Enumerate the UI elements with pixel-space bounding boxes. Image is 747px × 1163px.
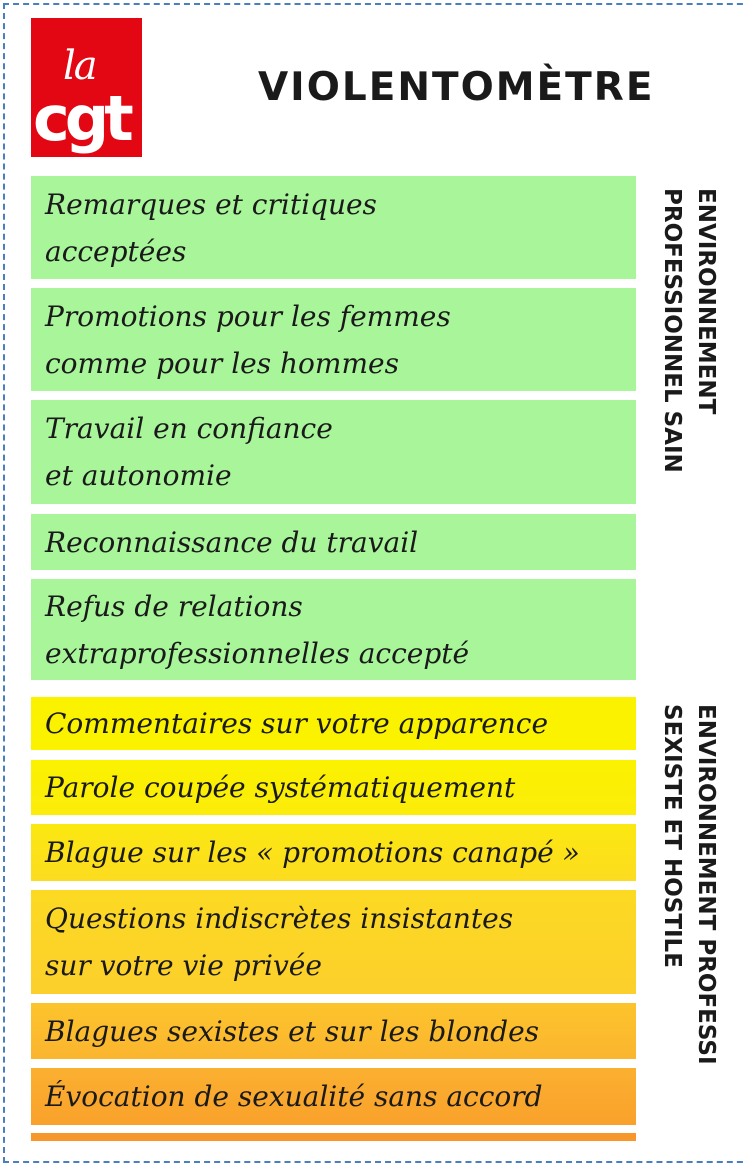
- item-promotions: Promotions pour les femmes comme pour les hommes: [31, 288, 636, 391]
- logo-cgt-text: cgt: [33, 82, 129, 155]
- item-commentaires-apparence: Commentaires sur votre apparence: [31, 697, 636, 750]
- item-questions-indiscretes: Questions indiscrètes insistantes sur votre vie privée: [31, 890, 636, 994]
- item-remarques: Remarques et critiques acceptées: [31, 176, 636, 279]
- item-refus-relations: Refus de relations extraprofessionnelles accepté: [31, 579, 636, 680]
- cgt-logo: [31, 18, 142, 157]
- item-blagues-sexistes: Blagues sexistes et sur les blondes: [31, 1003, 636, 1059]
- page-title: VIOLENTOMÈTRE: [258, 65, 655, 110]
- item-parole-coupee: Parole coupée systématiquement: [31, 760, 636, 815]
- item-reconnaissance: Reconnaissance du travail: [31, 514, 636, 570]
- section-label-sexiste: ENVIRONNEMENT PROFESSI SEXISTE ET HOSTILE: [659, 704, 719, 1065]
- section-label-sain: ENVIRONNEMENT PROFESSIONNEL SAIN: [659, 188, 719, 473]
- item-travail-confiance: Travail en confiance et autonomie: [31, 400, 636, 504]
- item-evocation-sexualite: Évocation de sexualité sans accord: [31, 1068, 636, 1125]
- item-blague-promotions: Blague sur les « promotions canapé »: [31, 824, 636, 881]
- logo-la-text: la: [63, 43, 96, 89]
- item-next-partial: [31, 1133, 636, 1141]
